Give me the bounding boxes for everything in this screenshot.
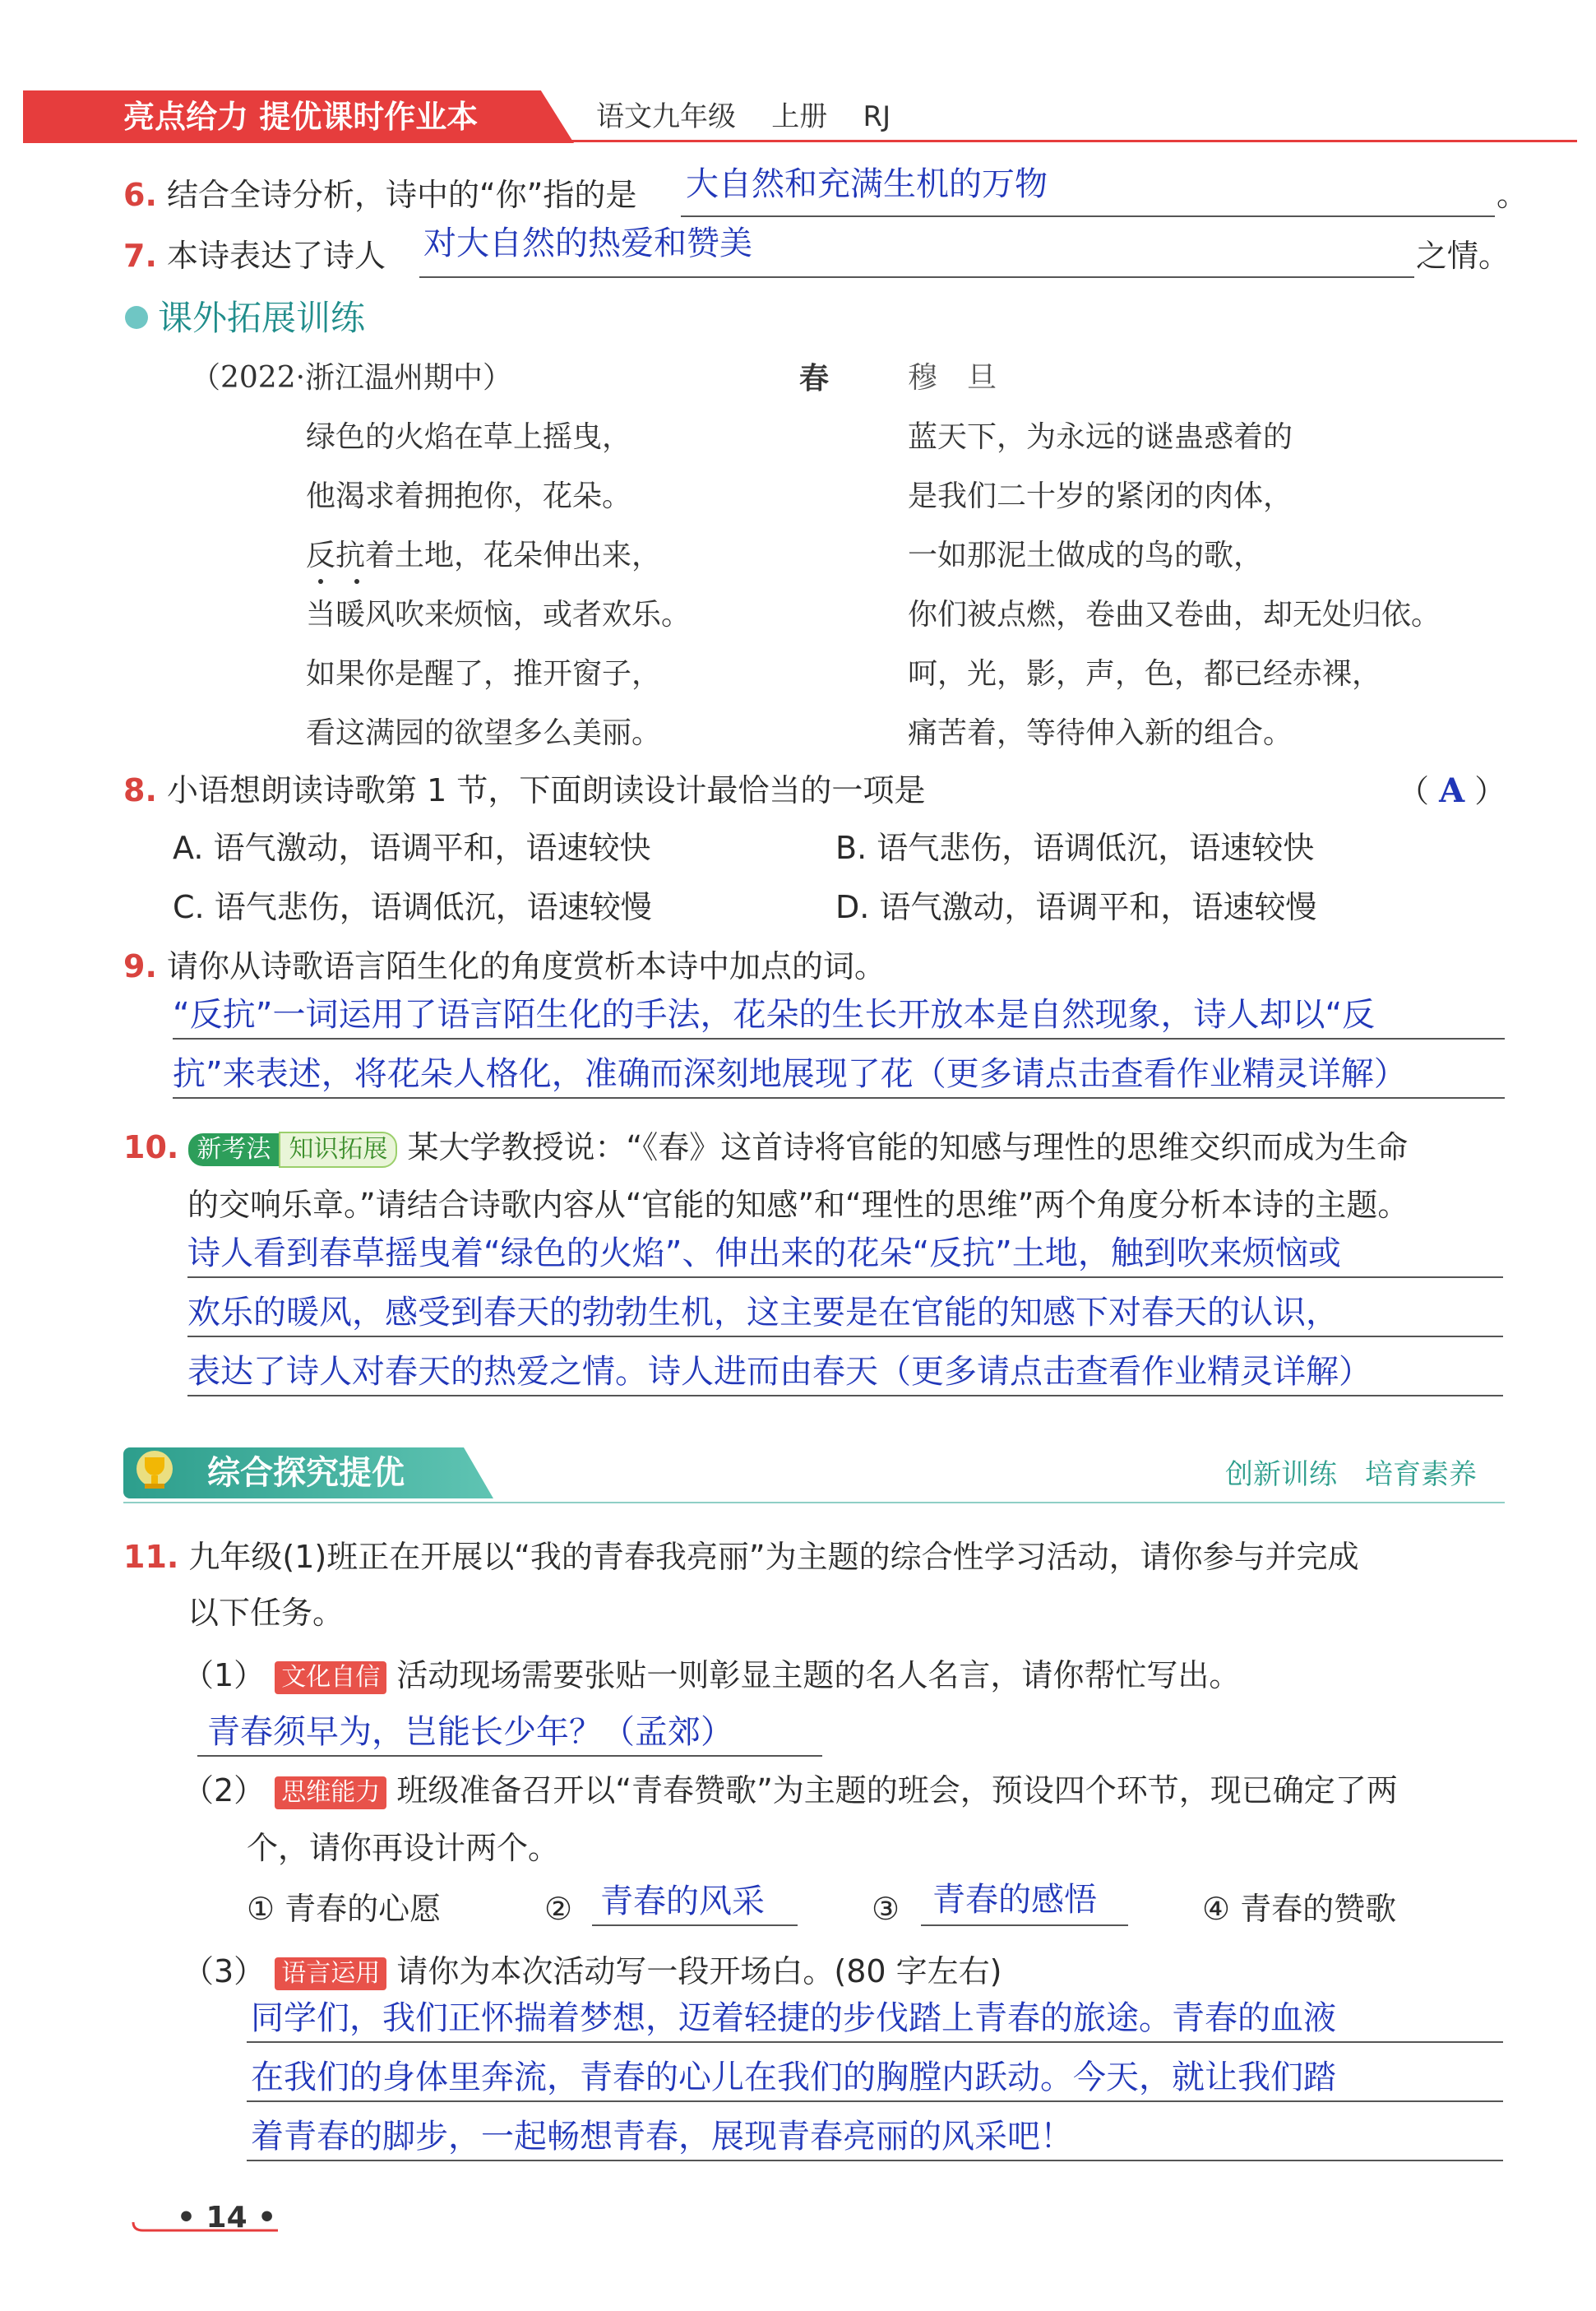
question-number: 10. bbox=[123, 1129, 179, 1165]
poem-left-line-1: 绿色的火焰在草上摇曳， bbox=[306, 420, 632, 454]
q11-part-1 bbox=[183, 1655, 1240, 1696]
answer-line bbox=[173, 1097, 1505, 1099]
volume: 上册 bbox=[771, 100, 828, 133]
emphasis-dot bbox=[354, 579, 359, 584]
poem-left-line-5: 如果你是醒了，推开窗子， bbox=[306, 657, 662, 691]
question-text: 九年级(1)班正在开展以“我的青春我亮丽”为主题的综合性学习活动，请你参与并完成 bbox=[188, 1539, 1359, 1575]
poem-author: 穆 旦 bbox=[908, 361, 997, 395]
q11-part-2-line-2: 个，请你再设计两个。 bbox=[247, 1830, 560, 1866]
question-10 bbox=[123, 1127, 1408, 1168]
answer-line bbox=[187, 1276, 1503, 1278]
answer-q9-line-2: 抗”来表述，将花朵人格化，准确而深刻地展现了花（更多请点击查看作业精灵详解） bbox=[173, 1055, 1407, 1093]
poem-right-line-1: 蓝天下，为永远的谜蛊惑着的 bbox=[908, 420, 1293, 454]
answer-item-2: 青春的风采 bbox=[600, 1883, 765, 1920]
question-11-line-2: 以下任务。 bbox=[187, 1595, 345, 1631]
question-number: 7. bbox=[123, 238, 157, 274]
tag-new-method: 新考法 bbox=[188, 1133, 279, 1166]
question-6 bbox=[123, 174, 636, 215]
section-dot-icon bbox=[125, 306, 148, 329]
answer-line bbox=[681, 215, 1495, 217]
tag-knowledge: 知识拓展 bbox=[279, 1132, 397, 1168]
answer-q10-line-1: 诗人看到春草摇曳着“绿色的火焰”、伸出来的花朵“反抗”土地，触到吹来烦恼或 bbox=[187, 1234, 1341, 1272]
question-9 bbox=[123, 946, 886, 987]
paren-open: （ bbox=[1398, 773, 1430, 809]
poem-title: 春 bbox=[799, 361, 830, 396]
q7-end: 之情。 bbox=[1416, 238, 1510, 274]
banner-rule bbox=[123, 1502, 1505, 1503]
poem-right-line-2: 是我们二十岁的紧闭的肉体， bbox=[908, 479, 1293, 513]
item-3-mark: ③ bbox=[872, 1891, 900, 1927]
item-4 bbox=[1202, 1888, 1396, 1929]
section-title: 课外拓展训练 bbox=[158, 298, 366, 338]
trophy-icon bbox=[130, 1447, 179, 1498]
item-text: 青春的赞歌 bbox=[1240, 1891, 1397, 1927]
poem-left-line-3: 反抗着土地，花朵伸出来， bbox=[306, 539, 662, 572]
part-label: （2） bbox=[183, 1772, 266, 1809]
item-1 bbox=[247, 1888, 441, 1929]
answer-q11-3-line-1: 同学们，我们正怀揣着梦想，迈着轻捷的步伐踏上青春的旅途。青春的血液 bbox=[251, 1999, 1336, 2037]
item-2-mark: ② bbox=[544, 1891, 573, 1927]
answer-q11-3-line-2: 在我们的身体里奔流，青春的心儿在我们的胸膛内跃动。今天，就让我们踏 bbox=[251, 2059, 1336, 2096]
part-text: 班级准备召开以“青春赞歌”为主题的班会，预设四个环节，现已确定了两 bbox=[396, 1772, 1398, 1809]
emphasis-dot bbox=[318, 579, 323, 584]
paren-close: ） bbox=[1474, 773, 1506, 809]
question-number: 11. bbox=[123, 1539, 179, 1575]
answer-line bbox=[197, 1755, 822, 1757]
answer-q11-1: 青春须早为，岂能长少年？（孟郊） bbox=[207, 1713, 733, 1751]
answer-line bbox=[187, 1336, 1503, 1337]
answer-line bbox=[921, 1924, 1128, 1926]
subject-info bbox=[596, 94, 891, 140]
question-7 bbox=[123, 235, 386, 276]
poem-right-line-5: 呵，光，影，声，色，都已经赤裸， bbox=[908, 657, 1382, 691]
answer-q7: 对大自然的热爱和赞美 bbox=[423, 225, 752, 262]
question-text: 小语想朗读诗歌第 1 节，下面朗读设计最恰当的一项是 bbox=[166, 772, 926, 808]
question-8 bbox=[123, 770, 925, 811]
option-c: C. 语气悲伤，语调低沉，语速较慢 bbox=[173, 889, 652, 925]
option-a: A. 语气激动，语调平和，语速较快 bbox=[173, 830, 651, 866]
part-text: 请你为本次活动写一段开场白。(80 字左右) bbox=[396, 1953, 1002, 1989]
part-label: （1） bbox=[183, 1657, 266, 1693]
question-text: 本诗表达了诗人 bbox=[166, 238, 386, 274]
poem-right-line-6: 痛苦着，等待伸入新的组合。 bbox=[908, 716, 1293, 750]
poem-left-line-4: 当暖风吹来烦恼，或者欢乐。 bbox=[306, 598, 692, 632]
answer-line bbox=[592, 1924, 798, 1926]
question-number: 6. bbox=[123, 177, 157, 213]
answer-line bbox=[173, 1038, 1505, 1040]
item-mark: ④ bbox=[1202, 1891, 1231, 1927]
question-text: 某大学教授说：“《春》这首诗将官能的知感与理性的思维交织而成为生命 bbox=[407, 1129, 1409, 1165]
question-text: 结合全诗分析，诗中的“你”指的是 bbox=[166, 177, 637, 213]
q11-part-2 bbox=[183, 1770, 1398, 1811]
answer-line bbox=[247, 2041, 1503, 2043]
answer-q6: 大自然和充满生机的万物 bbox=[686, 165, 1048, 203]
tag-thinking: 思维能力 bbox=[275, 1776, 386, 1809]
answer-q9-line-1: “反抗”一词运用了语言陌生化的手法，花朵的生长开放本是自然现象，诗人却以“反 bbox=[173, 996, 1376, 1034]
question-number: 8. bbox=[123, 772, 157, 808]
answer-line bbox=[247, 2100, 1503, 2102]
q6-end: 。 bbox=[1497, 177, 1529, 213]
page-number: • 14 • bbox=[177, 2201, 277, 2235]
q8-answer-paren bbox=[1398, 770, 1506, 813]
question-10-line-2: 的交响乐章。”请结合诗歌内容从“官能的知感”和“理性的思维”两个角度分析本诗的主题。 bbox=[187, 1187, 1409, 1223]
question-11 bbox=[123, 1536, 1359, 1577]
poem-left-line-6: 看这满园的欲望多么美丽。 bbox=[306, 716, 662, 750]
option-b: B. 语气悲伤，语调低沉，语速较快 bbox=[835, 830, 1315, 866]
question-number: 9. bbox=[123, 948, 157, 984]
banner-title: 综合探究提优 bbox=[207, 1454, 405, 1492]
q11-part-3 bbox=[183, 1951, 1002, 1992]
answer-q10-line-3: 表达了诗人对春天的热爱之情。诗人进而由春天（更多请点击查看作业精灵详解） bbox=[187, 1353, 1372, 1391]
part-text: 活动现场需要张贴一则彰显主题的名人名言，请你帮忙写出。 bbox=[396, 1657, 1241, 1693]
book-title: 亮点给力 提优课时作业本 bbox=[123, 99, 479, 135]
subject: 语文九年级 bbox=[596, 100, 736, 133]
answer-q11-3-line-3: 着青春的脚步，一起畅想青春，展现青春亮丽的风采吧！ bbox=[251, 2118, 1073, 2156]
poem-right-line-4: 你们被点燃，卷曲又卷曲，却无处归依。 bbox=[908, 598, 1441, 632]
tag-culture: 文化自信 bbox=[275, 1661, 386, 1694]
answer-q10-line-2: 欢乐的暖风，感受到春天的勃勃生机，这主要是在官能的知感下对春天的认识， bbox=[187, 1294, 1339, 1331]
edition: RJ bbox=[863, 100, 891, 133]
item-text: 青春的心愿 bbox=[285, 1891, 442, 1927]
tag-language: 语言运用 bbox=[275, 1957, 386, 1990]
answer-q8: A bbox=[1439, 771, 1465, 810]
header-rule bbox=[23, 140, 1577, 142]
poem-right-line-3: 一如那泥土做成的鸟的歌， bbox=[908, 539, 1264, 572]
answer-line bbox=[247, 2160, 1503, 2161]
answer-item-3: 青春的感悟 bbox=[932, 1881, 1097, 1919]
option-d: D. 语气激动，语调平和，语速较慢 bbox=[835, 889, 1317, 925]
part-label: （3） bbox=[183, 1953, 266, 1989]
answer-line bbox=[419, 276, 1414, 278]
question-text: 请你从诗歌语言陌生化的角度赏析本诗中加点的词。 bbox=[166, 948, 886, 984]
answer-line bbox=[187, 1395, 1503, 1396]
item-mark: ① bbox=[247, 1891, 275, 1927]
banner-right: 创新训练 培育素养 bbox=[1225, 1458, 1477, 1491]
poem-left-line-2: 他渴求着拥抱你，花朵。 bbox=[306, 479, 632, 513]
poem-source: （2022·浙江温州期中） bbox=[191, 361, 513, 395]
